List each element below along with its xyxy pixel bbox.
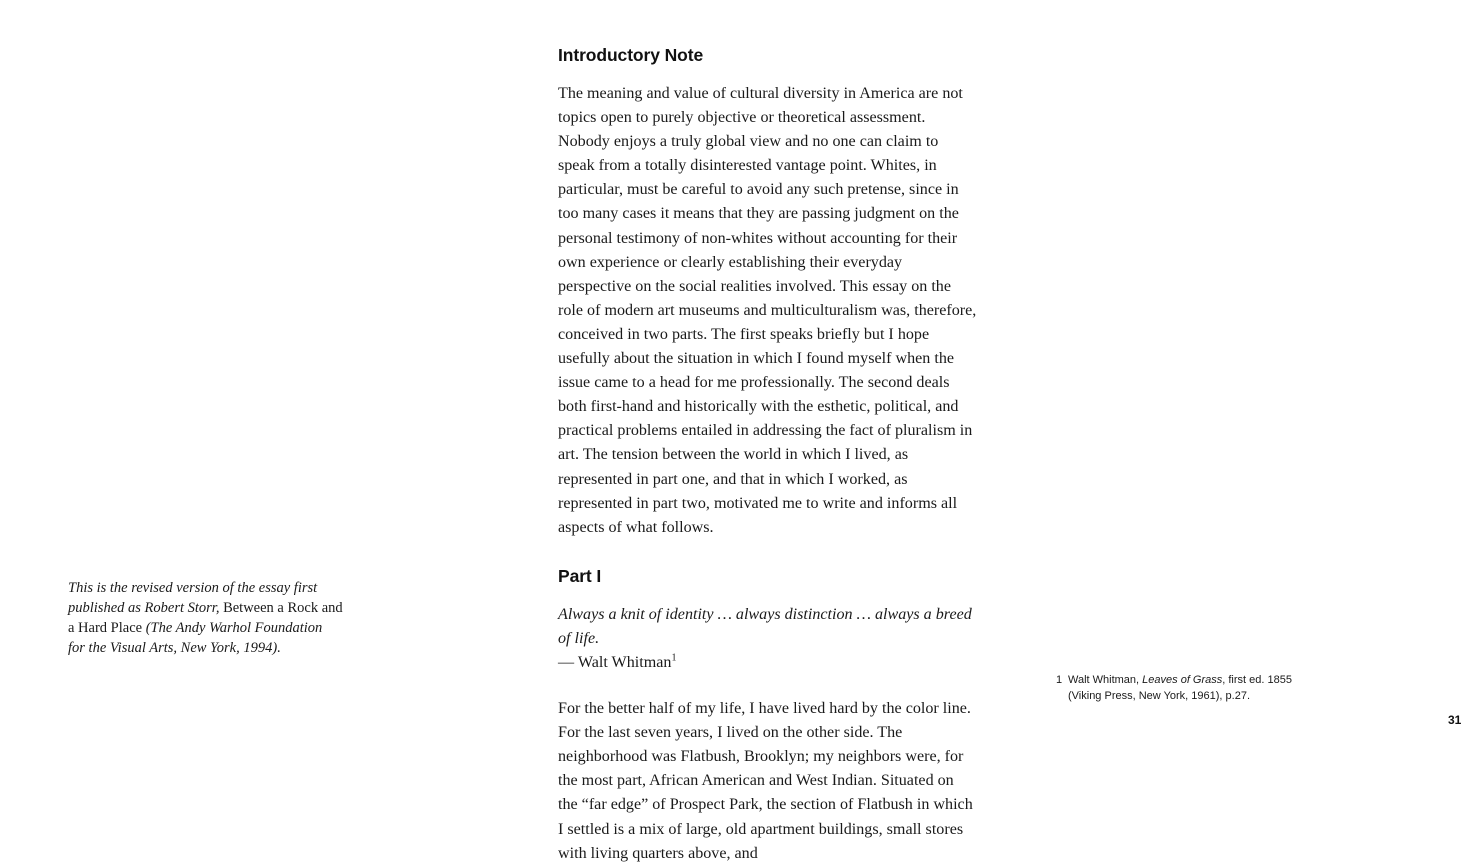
body-paragraph: For the better half of my life, I have lived hard by the color line. For the last seven years, I lived on the other side. The neighborhood was Flatbush, Brooklyn; my neighbors were, for the most part, African American and West Indian. Situated on the “far edge” of Prospect Park, the section of Flatbush in which I settled is a mix of large, old apartment buildings, small stores with living quarters above, and [558,700,973,862]
footnote-source: (Viking Press, New York, 1961), p.27. [1068,690,1251,702]
footnote-block [1056,672,1456,704]
credit-note-line-3-italic: (The Andy Warhol Foundation [145,620,323,636]
credit-note-line-4: for the Visual Arts, New York, 1994). [68,640,281,656]
intro-heading: Introductory Note [558,45,704,65]
credit-note-line-1: This is the revised version of the essay first [68,580,318,596]
footnote-title: Leaves of Grass [1142,674,1223,686]
epigraph-quote: Always a knit of identity … always distinction … always a breed of life. [558,605,972,647]
footnote-author: Walt Whitman, [1068,674,1143,686]
intro-paragraph: The meaning and value of cultural diversity in America are not topics open to purely objective or theoretical assessment. Nobody enjoys a truly global view and no one can claim to speak from a totally disinterested vantage point. Whites, in particular, must be careful to avoid any such pretense, since in too many cases it means that they are passing judgment on the personal testimony of non-whites without accounting for their own experience or clearly establishing their everyday perspective on the social realities involved. This essay on the role of modern art museums and multiculturalism was, therefore, conceived in two parts. The first speaks briefly but I hope usefully about the situation in which I found myself when the issue came to a head for me professionally. The second deals both first-hand and historically with the esthetic, political, and practical problems entailed in addressing the fact of pluralism in art. The tension between the world in which I lived, as represented in part one, and that in which I worked, as represented in part two, motivated me to write and informs all aspects of what follows. [558,85,977,536]
page-number: 31 [1448,713,1461,727]
credit-note-line-3-roman: a Hard Place [68,620,146,636]
credit-note-line-2-roman: Between a Rock and [219,600,343,616]
footnote-marker: 1 [671,652,677,664]
footnote-line-1 [1056,672,1456,688]
right-page [498,0,1461,862]
right-page-text-block [558,44,977,866]
part-heading: Part I [558,565,602,586]
footnote-number: 1 [1056,674,1063,686]
footnote-line-2 [1056,688,1456,704]
credit-note-line-2-italic: published as Robert Storr, [68,600,220,616]
footnote-detail: , first ed. 1855 [1222,674,1292,686]
credit-note [68,578,368,658]
epigraph [558,603,977,675]
epigraph-attribution: — Walt Whitman [558,653,672,671]
left-page [0,0,498,753]
